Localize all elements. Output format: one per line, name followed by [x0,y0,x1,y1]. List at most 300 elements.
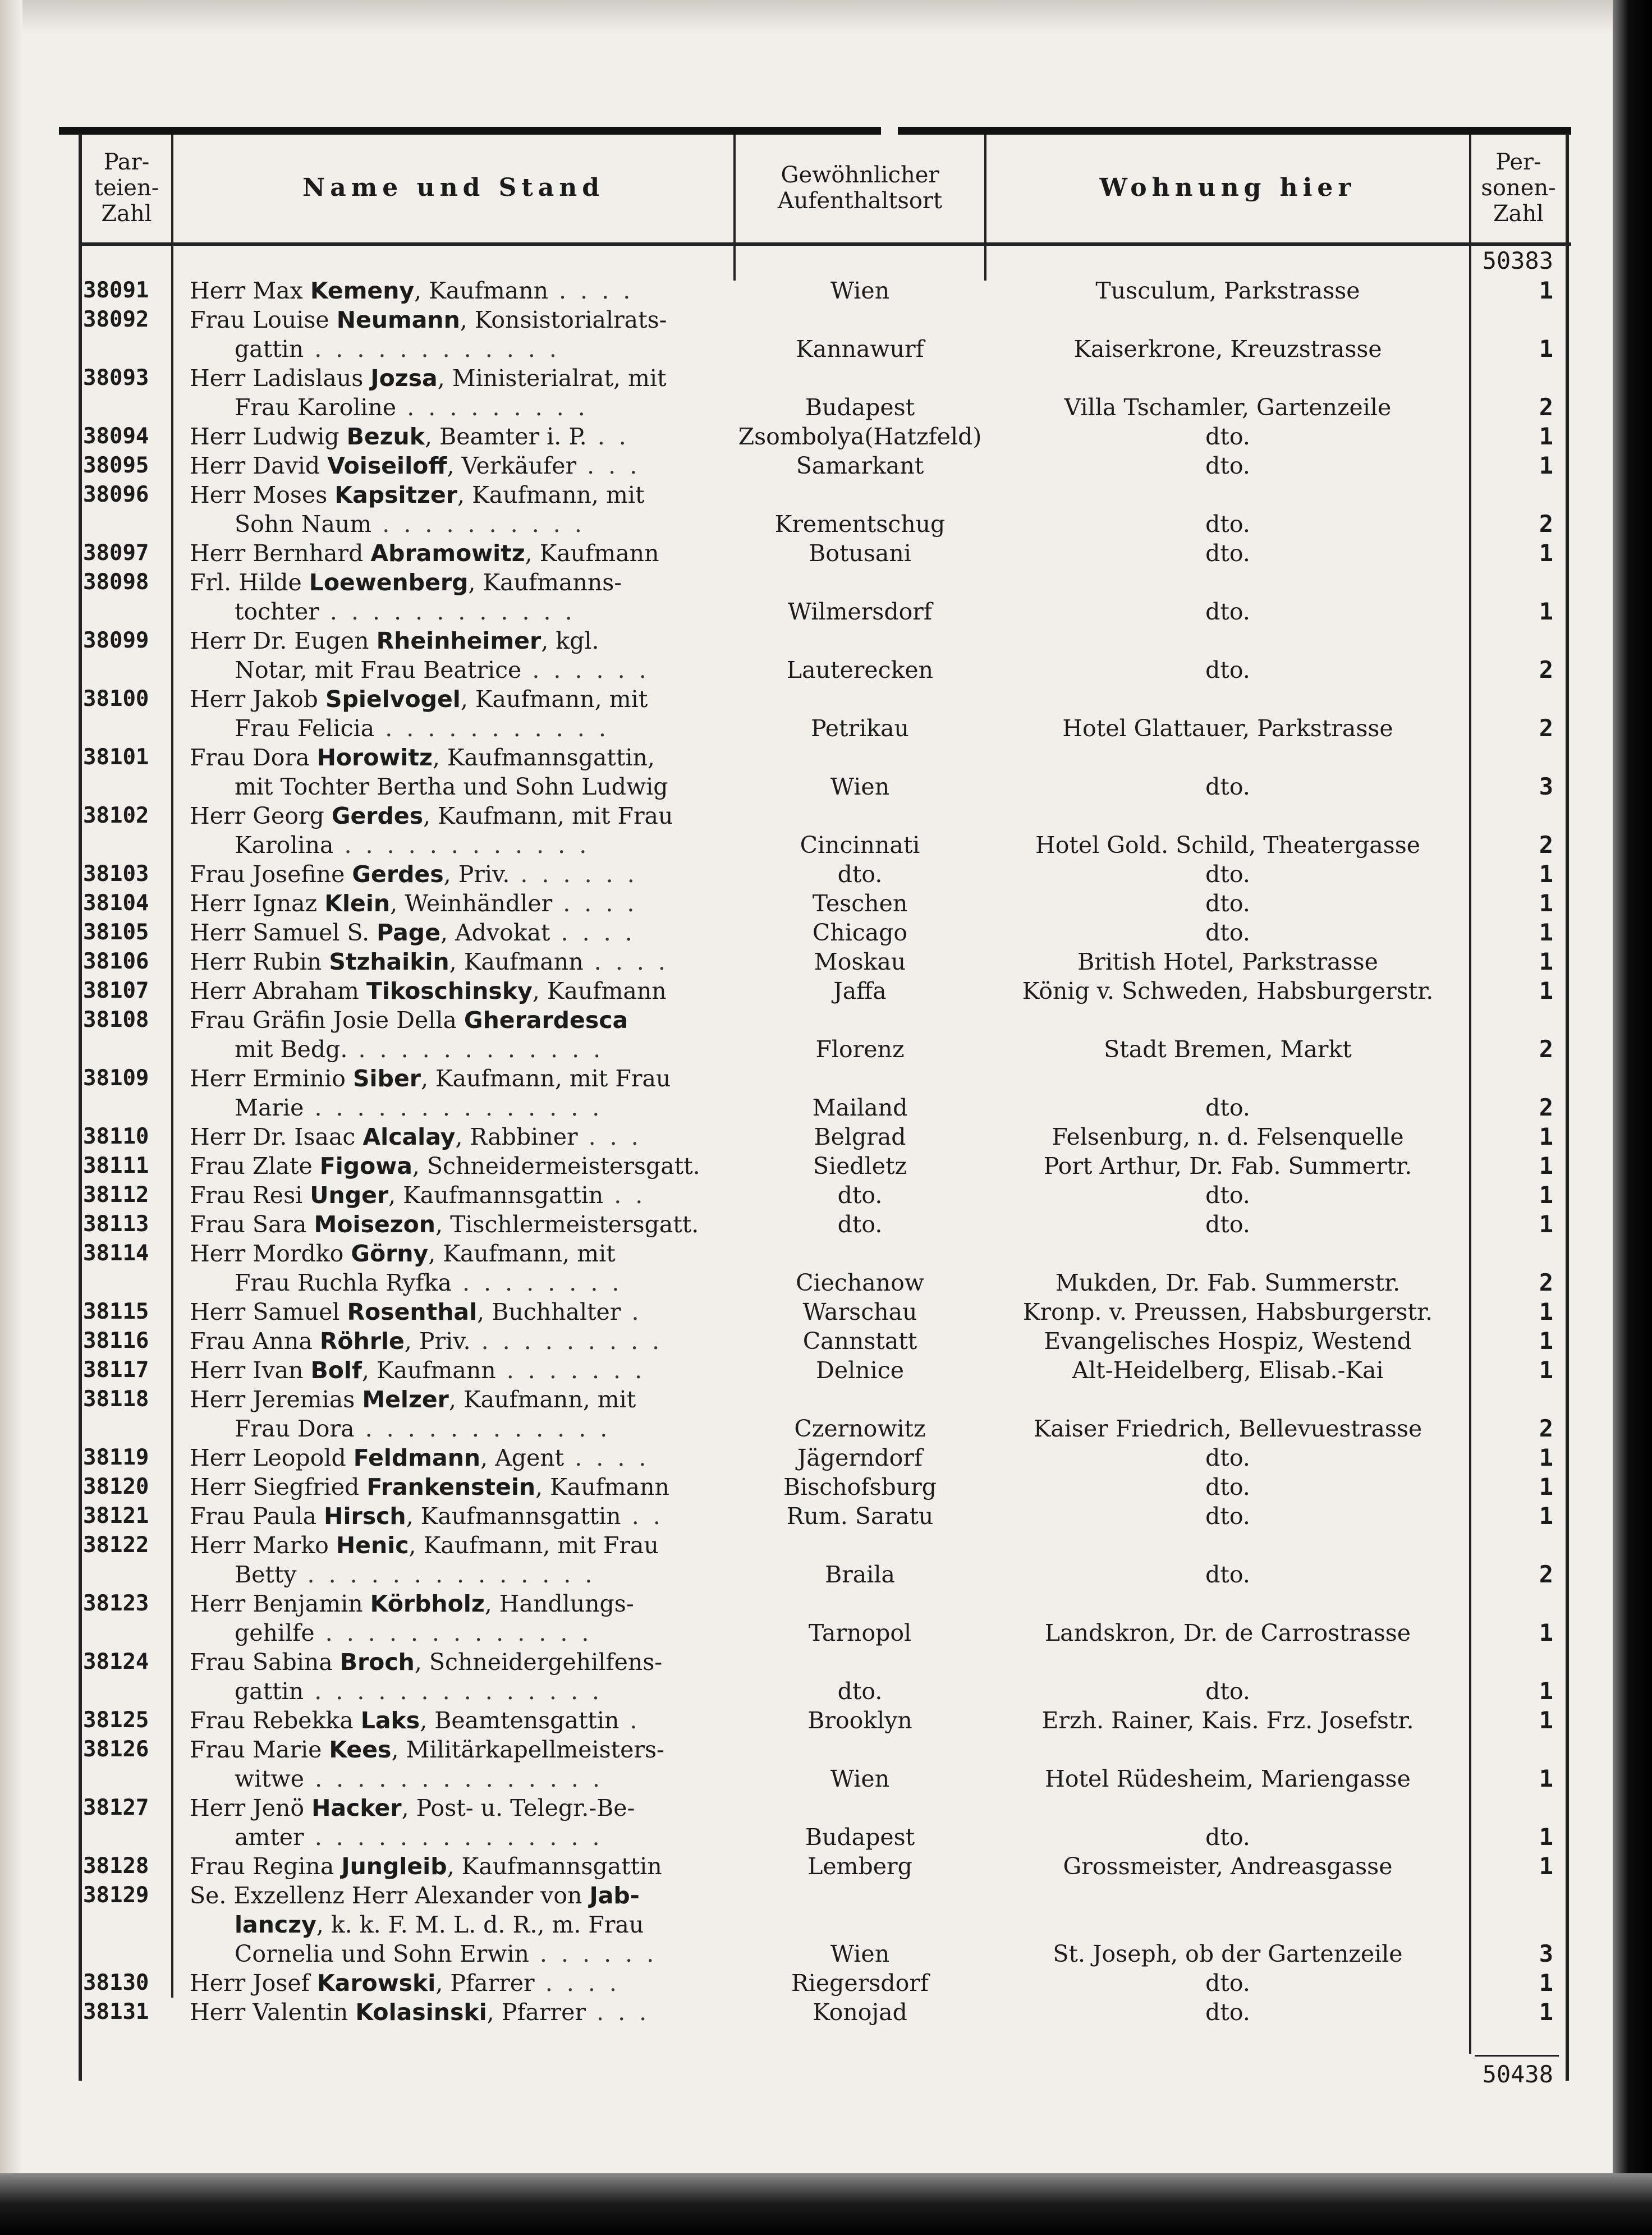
name-und-stand [190,1735,720,1764]
surname: Tikoschinsky [366,977,533,1004]
name-prefix: witwe [235,1765,305,1792]
name-und-stand [190,510,765,539]
scan-edge-top [0,0,1652,34]
aufenthaltsort: Botusani [809,540,911,567]
row-line [0,510,1652,539]
table-row [0,1647,1652,1706]
name-und-stand [190,597,765,626]
name-suffix: , Kaufmann, mit [428,1240,616,1267]
personen-zahl: 1 [1539,1210,1553,1238]
wohnung-hier: dto. [1205,1094,1250,1121]
leader-dots: . . . . . . . . . . . . . . [296,1561,596,1588]
parteien-zahl: 38114 [83,1241,149,1266]
wohnung-hier: dto. [1205,511,1250,538]
surname: Spielvogel [325,686,461,713]
name-prefix: Betty [235,1561,297,1588]
personen-zahl: 1 [1539,1327,1553,1355]
name-und-stand [190,1035,765,1064]
leader-dots: . . . . . . [521,657,650,683]
name-prefix: Frau Ruchla Ryfka [235,1269,452,1296]
personen-zahl: 2 [1539,393,1553,421]
name-prefix: Herr Jakob [190,686,325,713]
table-row [0,1502,1652,1531]
personen-zahl: 1 [1539,1298,1553,1325]
wohnung-hier: dto. [1205,423,1250,450]
name-und-stand [190,1531,720,1560]
name-suffix: , Schneidermeistersgatt. [412,1153,700,1180]
wohnung-hier: Landskron, Dr. de Carrostrasse [1044,1619,1411,1646]
name-prefix: Herr Ignaz [190,890,325,917]
leader-dots: . . [621,1503,664,1530]
name-suffix: , Handlungs- [484,1590,634,1617]
leader-dots: . . . . . . . . . . . . . . [304,1824,603,1851]
surname: Karowski [316,1970,436,1997]
name-und-stand [190,1793,720,1823]
surname: Röhrle [319,1328,405,1355]
personen-zahl: 1 [1539,1765,1553,1792]
parteien-zahl: 38098 [83,570,149,595]
name-und-stand [190,1151,720,1181]
personen-zahl: 3 [1539,773,1553,800]
table-row [0,801,1652,860]
surname: lanczy [235,1911,316,1938]
table-row [0,743,1652,801]
wohnung-hier: Felsenburg, n. d. Felsenquelle [1052,1123,1404,1150]
name-prefix: Frau Paula [190,1503,324,1530]
aufenthaltsort: Braila [825,1561,895,1588]
surname: Gerdes [331,802,424,829]
name-prefix: Herr Siegfried [190,1474,367,1500]
name-prefix: Herr Josef [190,1970,317,1997]
name-prefix: Frau Resi [190,1182,310,1209]
wohnung-hier: Villa Tschamler, Gartenzeile [1064,394,1392,421]
parteien-zahl: 38094 [83,424,149,449]
name-prefix: Frau Dora [235,1415,355,1442]
name-prefix: Se. Exzellenz Herr Alexander von [190,1882,590,1909]
parteien-zahl: 38124 [83,1649,149,1674]
row-line [0,1823,1652,1852]
personen-zahl: 1 [1539,1123,1553,1150]
surname: Frankenstein [366,1474,536,1500]
wohnung-hier: Kaiser Friedrich, Bellevuestrasse [1033,1415,1422,1442]
table-row [0,1443,1652,1472]
leader-dots: . . . . . . . . . [470,1328,663,1355]
row-line [0,1151,1652,1181]
name-prefix: Frau Felicia [235,715,375,742]
name-suffix: , Konsistorialrats- [460,306,667,333]
name-suffix: , Beamter i. P. [425,423,587,450]
aufenthaltsort: Wien [830,773,890,800]
row-line [0,1998,1652,2027]
name-und-stand [190,1414,765,1443]
parteien-zahl: 38101 [83,745,149,770]
table-row [0,685,1652,743]
name-prefix: Frau Regina [190,1853,342,1880]
name-und-stand [190,1647,720,1677]
row-line [0,1122,1652,1151]
leader-dots: . . . . . . . . . . . . . . [304,1678,603,1705]
personen-zahl: 1 [1539,598,1553,625]
row-line [0,364,1652,393]
leader-dots: . . . . . . . . . . . . [333,832,590,859]
parteien-zahl: 38100 [83,686,149,712]
name-prefix: Herr Benjamin [190,1590,370,1617]
parteien-zahl: 38123 [83,1591,149,1616]
name-und-stand [190,1297,720,1327]
name-prefix: Frau Louise [190,306,337,333]
surname: Stzhaikin [329,948,449,975]
table-row [0,1881,1652,1968]
row-line [0,1210,1652,1239]
row-line [0,685,1652,714]
personen-zahl: 1 [1539,539,1553,567]
table-row [0,1064,1652,1122]
row-line [0,393,1652,422]
leader-dots: . . . . [583,948,669,975]
aufenthaltsort: Budapest [805,1824,915,1851]
aufenthaltsort: Belgrad [814,1123,906,1150]
row-line [0,1735,1652,1764]
personen-zahl: 1 [1539,1619,1553,1646]
row-line [0,1852,1652,1881]
name-und-stand [190,743,720,772]
name-und-stand [190,1268,765,1297]
name-und-stand [190,1443,720,1472]
row-line [0,889,1652,918]
row-line [0,626,1652,655]
wohnung-hier: British Hotel, Parkstrasse [1077,948,1378,975]
personen-zahl: 2 [1539,1269,1553,1296]
wohnung-hier: dto. [1205,540,1250,567]
row-line [0,1093,1652,1122]
carried-total: 50383 [1482,247,1553,274]
name-suffix: , Ministerialrat, mit [437,365,667,392]
wohnung-hier: Port Arthur, Dr. Fab. Summertr. [1043,1153,1412,1180]
surname: Rheinheimer [376,627,542,654]
name-prefix: Frau Sabina [190,1649,340,1676]
name-und-stand [190,1677,765,1706]
parteien-zahl: 38105 [83,920,149,945]
surname: Figowa [319,1153,412,1180]
wohnung-hier: dto. [1205,1561,1250,1588]
personen-zahl: 2 [1539,510,1553,538]
row-line [0,1793,1652,1823]
table-row [0,451,1652,480]
name-suffix: , Tischlermeistersgatt. [435,1211,699,1238]
name-suffix: , Kaufmannsgattin [406,1503,621,1530]
name-prefix: Herr Ludwig [190,423,347,450]
parteien-zahl: 38115 [83,1299,149,1324]
leader-dots: . . [586,423,630,450]
wohnung-hier: Alt-Heidelberg, Elisab.-Kai [1072,1357,1384,1384]
parteien-zahl: 38112 [83,1182,149,1208]
row-line [0,1881,1652,1910]
surname: Bezuk [346,423,425,450]
wohnung-hier: Hotel Rüdesheim, Mariengasse [1045,1765,1411,1792]
leader-dots: . . . . [552,890,638,917]
parteien-zahl: 38097 [83,540,149,566]
name-prefix: Frau Anna [190,1328,320,1355]
personen-zahl: 1 [1539,977,1553,1004]
wohnung-hier: dto. [1205,1474,1250,1500]
aufenthaltsort: Konojad [813,1999,907,2026]
leader-dots: . . . . . . . . . . . . . . [304,1094,603,1121]
name-und-stand [190,1385,720,1414]
table-row [0,1297,1652,1327]
name-prefix: Sohn Naum [235,511,372,538]
parteien-zahl: 38125 [83,1708,149,1733]
personen-zahl: 1 [1539,1152,1553,1180]
row-line [0,1414,1652,1443]
wohnung-hier: Kronp. v. Preussen, Habsburgerstr. [1022,1298,1433,1325]
name-prefix: Frau Sara [190,1211,314,1238]
aufenthaltsort: Moskau [814,948,906,975]
personen-zahl: 2 [1539,1094,1553,1121]
name-suffix: , Pfarrer [435,1970,535,1997]
name-suffix: , Kaufmann, mit Frau [423,802,673,829]
table-row [0,1327,1652,1356]
name-und-stand [190,1998,720,2027]
surname: Page [377,919,440,946]
personen-zahl: 1 [1539,452,1553,479]
aufenthaltsort: Wien [830,1940,890,1967]
leader-dots: . . . . . . . . . . . . [319,598,576,625]
table-row [0,1531,1652,1589]
name-suffix: , Kaufmann, mit Frau [409,1532,659,1559]
name-suffix: , Kaufmann [449,948,584,975]
wohnung-hier: dto. [1205,1678,1250,1705]
surname: Broch [339,1649,415,1676]
name-und-stand [190,947,720,976]
name-prefix: Herr Dr. Eugen [190,627,377,654]
name-und-stand [190,568,720,597]
name-suffix: , Advokat [440,919,550,946]
name-und-stand [190,714,765,743]
name-suffix: , Kaufmann [535,1474,669,1500]
name-prefix: Herr Erminio [190,1065,354,1092]
name-suffix: , Schneidergehilfens- [414,1649,663,1676]
row-line [0,1560,1652,1589]
row-line [0,1531,1652,1560]
name-suffix: , Kaufmann [414,277,549,304]
name-prefix: Frl. Hilde [190,569,309,596]
aufenthaltsort: Lemberg [807,1853,912,1880]
table-row [0,1852,1652,1881]
surname: Körbholz [370,1590,485,1617]
parteien-zahl: 38121 [83,1503,149,1529]
personen-zahl: 2 [1539,831,1553,859]
name-prefix: Frau Marie [190,1736,329,1763]
name-und-stand [190,334,765,364]
personen-zahl: 1 [1539,335,1553,362]
name-suffix: , Kaufmann, mit [457,481,645,508]
table-row [0,1706,1652,1735]
row-line [0,1706,1652,1735]
name-und-stand [190,860,720,889]
name-suffix: , Kaufmann, mit Frau [420,1065,671,1092]
parteien-zahl: 38104 [83,891,149,916]
name-suffix: , Militärkapellmeisters- [391,1736,664,1763]
name-und-stand [190,1239,720,1268]
row-line [0,276,1652,305]
name-prefix: Cornelia und Sohn Erwin [235,1940,529,1967]
wohnung-hier: Evangelisches Hospiz, Westend [1044,1328,1412,1355]
table-row [0,1006,1652,1064]
parteien-zahl: 38092 [83,307,149,332]
personen-zahl: 1 [1539,1823,1553,1851]
name-und-stand [190,1560,765,1589]
personen-zahl: 1 [1539,889,1553,917]
name-prefix: Herr Max [190,277,310,304]
row-line [0,830,1652,860]
name-und-stand [190,1181,720,1210]
surname: Neumann [336,306,460,333]
name-und-stand [190,1910,765,1939]
row-line [0,1677,1652,1706]
aufenthaltsort: Wilmersdorf [787,598,933,625]
parteien-zahl: 38127 [83,1795,149,1820]
name-und-stand [190,305,720,334]
name-prefix: Herr Jeremias [190,1386,362,1413]
row-line [0,1268,1652,1297]
leader-dots: . . . [577,1123,642,1150]
row-line [0,1618,1652,1647]
personen-zahl: 1 [1539,277,1553,304]
name-prefix: Herr Samuel S. [190,919,377,946]
aufenthaltsort: dto. [837,1211,883,1238]
surname: Jab- [589,1882,640,1909]
name-und-stand [190,1706,720,1735]
wohnung-hier: dto. [1205,1824,1250,1851]
row-line [0,480,1652,510]
parteien-zahl: 38106 [83,949,149,974]
name-prefix: Herr Abraham [190,977,366,1004]
leader-dots: . [621,1298,643,1325]
header-bottom-rule [79,242,1571,246]
aufenthaltsort: Riegersdorf [791,1970,929,1997]
parteien-zahl: 38095 [83,453,149,478]
table-row [0,1181,1652,1210]
row-line [0,1035,1652,1064]
parteien-zahl: 38126 [83,1737,149,1762]
parteien-zahl: 38110 [83,1124,149,1149]
name-prefix: Herr Georg [190,802,332,829]
aufenthaltsort: dto. [837,1678,883,1705]
name-und-stand [190,1327,720,1356]
surname: Melzer [362,1386,449,1413]
table-row [0,1385,1652,1443]
row-line [0,568,1652,597]
aufenthaltsort: Delnice [816,1357,904,1384]
name-suffix: , Kaufmannsgattin [447,1853,662,1880]
name-prefix: Marie [235,1094,304,1121]
name-und-stand [190,1968,720,1998]
leader-dots: . . . . . . . . . . . . . . [304,1765,603,1792]
parteien-zahl: 38131 [83,1999,149,2025]
parteien-zahl: 38116 [83,1328,149,1353]
surname: Kemeny [310,277,415,304]
name-suffix: , Kaufmanns- [468,569,622,596]
personen-zahl: 1 [1539,1969,1553,1997]
name-und-stand [190,626,720,655]
wohnung-hier: St. Joseph, ob der Gartenzeile [1053,1940,1403,1967]
name-prefix: Herr Jenö [190,1795,312,1821]
name-und-stand [190,655,765,685]
parteien-zahl: 38111 [83,1153,149,1178]
aufenthaltsort: dto. [837,1182,883,1209]
surname: Siber [353,1065,421,1092]
header-parteien-zahl: Par- teien- Zahl [94,149,159,227]
name-prefix: gattin [235,1678,304,1705]
aufenthaltsort: Tarnopol [808,1619,912,1646]
surname: Kees [329,1736,392,1763]
aufenthaltsort: Bischofsburg [783,1474,937,1500]
wohnung-hier: dto. [1205,773,1250,800]
row-line [0,1327,1652,1356]
name-und-stand [190,1356,720,1385]
leader-dots: . . . . [564,1444,650,1471]
name-suffix: , Kaufmannsgattin, [432,744,655,771]
name-prefix: Herr Marko [190,1532,336,1559]
surname: Loewenberg [309,569,469,596]
name-und-stand [190,364,720,393]
wohnung-hier: dto. [1205,657,1250,683]
name-prefix: Frau Rebekka [190,1707,361,1734]
sum-rule [1475,2055,1559,2057]
name-und-stand [190,1618,765,1647]
surname: Voiseiloff [327,452,447,479]
parteien-zahl: 38113 [83,1211,149,1237]
row-line [0,1502,1652,1531]
name-und-stand [190,772,765,801]
name-prefix: Karolina [235,832,334,859]
name-und-stand [190,1006,720,1035]
row-line [0,539,1652,568]
leader-dots: . . . . . . . . . . [371,511,585,538]
rule-gap [881,127,898,135]
leader-dots: . . . . . . . . [451,1269,623,1296]
wohnung-hier: dto. [1205,452,1250,479]
name-prefix: mit Tochter Bertha und Sohn Ludwig [235,773,668,800]
aufenthaltsort: Rum. Saratu [786,1503,934,1530]
table-row [0,947,1652,976]
name-suffix: , Kaufmann, mit [460,686,648,713]
name-suffix: , Beamtensgattin [420,1707,620,1734]
aufenthaltsort: Ciechanow [796,1269,924,1296]
wohnung-hier: dto. [1205,1444,1250,1471]
personen-zahl: 2 [1539,1415,1553,1442]
leader-dots: . . [603,1182,646,1209]
name-suffix: , Rabbiner [455,1123,578,1150]
name-suffix: , Agent [480,1444,565,1471]
leader-dots: . . . . [550,919,636,946]
row-line [0,714,1652,743]
header-aufenthaltsort: Gewöhnlicher Aufenthaltsort [777,162,943,214]
parteien-zahl: 38093 [83,365,149,391]
table-row [0,1122,1652,1151]
leader-dots: . . . . . . . . . . . [374,715,609,742]
row-line [0,1910,1652,1939]
leader-dots: . . . [586,1999,650,2026]
name-prefix: Herr Ivan [190,1357,311,1384]
personen-zahl: 1 [1539,1998,1553,2026]
name-suffix: , kgl. [541,627,599,654]
parteien-zahl: 38122 [83,1532,149,1558]
personen-zahl: 1 [1539,1473,1553,1500]
personen-zahl: 1 [1539,1444,1553,1471]
wohnung-hier: Tusculum, Parkstrasse [1095,277,1360,304]
row-line [0,1647,1652,1677]
